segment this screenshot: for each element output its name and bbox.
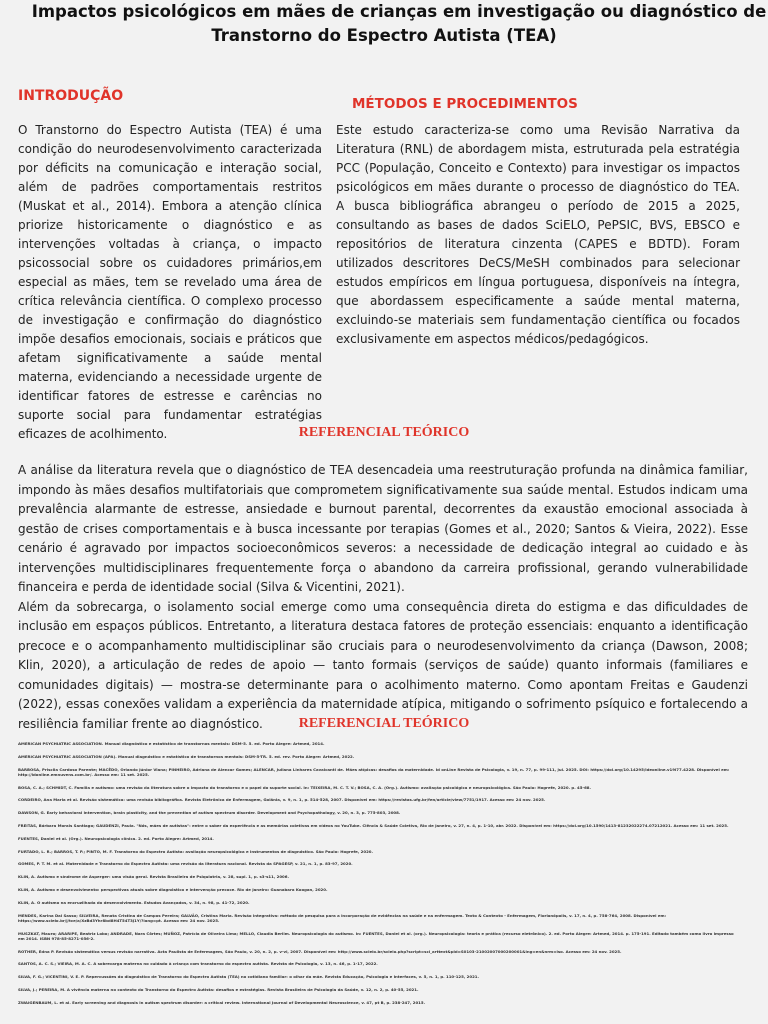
referencial-heading: REFERENCIAL TEÓRICO [298,425,470,440]
reference-item: FURTADO, L. R.; BARROS, T. P.; PINTO, M. F. Transtorno do Espectro Autista: avaliação neuropsicológica e instrumentos de diagnóstico. São Paulo: Hogrefe, 2020. [18,848,373,854]
reference-item: SILVA, F. G.; VICENTINI, V. E. P. Repercussões do diagnóstico de Transtorno do Espectro Autista (TEA) no cotidiano familiar: o olhar da mãe. Revista Educação, Psicologia e Interfaces, v. 5, n. 1, p. 110-125, 2021. [18,974,479,980]
title-line-2: Transtorno do Espectro Autista (TEA) [211,26,557,45]
poster-title [0,0,768,48]
introducao-heading: INTRODUÇÃO [18,88,124,104]
reference-item: KLIN, A. Autismo e síndrome de Asperger: uma visão geral. Revista Brasileira de Psiquiatria, v. 28, supl. 1, p. s3-s11, 2006. [18,874,289,880]
referencial-paragraph-1: A análise da literatura revela que o diagnóstico de TEA desencadeia uma reestruturação profunda na dinâmica familiar, impondo às mães desafios multifatoriais que comprometem significativamente sua saúde mental. Estudos indicam uma prevalência alarmante de estresse, ansiedade e burnout parental, decorrentes da exaustão emocional associada à gestão de crises comportamentais e à busca incessante por terapias (Gomes et al., 2020; Santos & Vieira, 2022). Esse cenário é agravado por impactos socioeconômicos severos: a necessidade de dedicação integral ao cuidado e às intervenções multidisciplinares frequentemente força o abandono da carreira profissional, gerando vulnerabilidade financeira e perda de identidade social (Silva & Vicentini, 2021). [18,463,748,594]
reference-item: BOSA, C. A.; SCHMIDT, C. Família e autismo: uma revisão da literatura sobre o impacto do transtorno e o papel do suporte social. In: TEIXEIRA, M. C. T. V.; BOSA, C. A. (Org.). Autismo: avaliação psicológica e neuropsicológica. São Paulo: Hogrefe, 2020. p. 45-68. [18,784,591,790]
reference-item: CORDEIRO, Ana Maria et al. Revisão sistemática: uma revisão bibliográfica. Revista Eletrônica de Enfermagem, Goiânia, v. 9, n. 1, p. 514-528, 2007. Disponível em: https://revistas.ufg.br/fen/article/view/7751/1917. Acesso em: 24 nov. 2025. [18,797,546,803]
reference-item: AMERICAN PSYCHIATRIC ASSOCIATION (APA). Manual diagnóstico e estatístico de transtornos mentais: DSM-5-TR. 5. ed. rev. Porto Alegre: Artmed, 2022. [18,753,355,759]
reference-item: AMERICAN PSYCHIATRIC ASSOCIATION. Manual diagnóstico e estatístico de transtornos mentais: DSM-5. 5. ed. Porto Alegre: Artmed, 2014. [18,741,325,746]
reference-item: GOMES, P. T. M. et al. Maternidade e Transtorno do Espectro Autista: uma revisão da literatura nacional. Revista da SPAGESP, v. 21, n. 1, p. 83-97, 2020. [18,861,353,867]
references-list [18,741,736,1013]
reference-item: FUENTES, Daniel et al. (Org.). Neuropsicologia clínica. 2. ed. Porto Alegre: Artmed, 2014. [18,835,214,841]
metodos-text: Este estudo caracteriza-se como uma Revisão Narrativa da Literatura (RNL) de abordagem mista, estruturada pela estratégia PCC (População, Conceito e Contexto) para investigar os impactos psicológicos em mães durante o processo de diagnóstico do TEA. A busca bibliográfica abrangeu o período de 2015 a 2025, consultando as bases de dados SciELO, PePSIC, BVS, EBSCO e repositórios de literatura cinzenta (CAPES e BDTD). Foram utilizados descritores DeCS/MeSH combinados para selecionar estudos empíricos em língua portuguesa, disponíveis na íntegra, que abordassem especificamente a saúde mental materna, excluindo-se materiais sem fundamentação científica ou focados exclusivamente em aspectos médicos/pedagógicos. [336,123,740,346]
reference-item: MENDES, Karina Dal Sasso; SILVEIRA, Renata Cristina de Campos Pereira; GALVÃO, Cristina Maria. Revisão integrativa: método de pesquisa para a incorporação de evidências na saúde e na enfermagem. Texto & Contexto - Enfermagem, Florianópolis, v. 17, n. 4, p. 758-764, 2008. Disponível em: https://www.scielo.br/j/tce/a/XzBd3Yhr8bd8H4T54T3j1Y/?lang=pt. Acesso em: 24 nov. 2025. [18,912,667,923]
introducao-text: O Transtorno do Espectro Autista (TEA) é uma condição do neurodesenvolvimento caracterizada por déficits na comunicação e interação social, além de padrões comportamentais restritos (Muskat et al., 2014). Embora a atenção clínica priorize historicamente o diagnóstico e as intervenções voltadas à criança, o impacto psicossocial sobre os cuidadores primários,em especial as mães, tem se revelado uma área de crítica relevância científica. O complexo processo de investigação e confirmação do diagnóstico impõe desafios emocionais, sociais e práticos que afetam significativamente a saúde mental materna, evidenciando a necessidade urgente de identificar fatores de estresse e carências no suporte social para fundamentar estratégias eficazes de acolhimento. [18,123,322,441]
referencial-paragraph-2: Além da sobrecarga, o isolamento social emerge como uma consequência direta do estigma e das dificuldades de inclusão em espaços públicos. Entretanto, a literatura destaca fatores de proteção essenciais: enquanto a identificação precoce e o acompanhamento multidisciplinar são cruciais para o neurodesenvolvimento da criança (Dawson, 2008; Klin, 2020), a articulação de redes de apoio — tanto formais (serviços de saúde) quanto informais (familiares e comunidades digitais) — mostra-se determinante para o acolhimento materno. Como apontam Freitas e Gaudenzi (2022), essas conexões validam a experiência da maternidade atípica, mitigando o sofrimento psíquico e fortalecendo a resiliência familiar frente ao diagnóstico. [18,599,748,731]
reference-item: BARBOSA, Priscila Cardoso Parente; MACÊDO, Orlando Júnior Viana; PINHEIRO, Adriana de Alencar Gomes; ALENCAR, Juliana Linhares Cavalcanti de. Mães atípicas: desafios da maternidade. Id onLine Revista de Psicologia, v. 19, n. 77, p. 99-111, jul. 2025. DOI: https://doi.org/10.14295/ideonline.v19i77.4228. Disponível em: http://idonline.emnuvens.com.br/. Acesso em: 11 set. 2025. [18,766,730,777]
reference-item: KLIN, A. Autismo e desenvolvimento: perspectivas atuais sobre diagnóstico e intervenção precoce. Rio de Janeiro: Guanabara Koogan, 2020. [18,886,328,892]
reference-item: MUSZKAT, Mauro; ARARIPE, Beatriz Lobo; ANDRADE, Nara Côrtes; MUÑOZ, Patrícia de Oliveira Lima; MELLO, Claudia Berlim. Neuropsicologia do autismo. In: FUENTES, Daniel et al. (org.). Neuropsicologia: teoria e prática (recurso eletrônico). 2. ed. Porto Alegre: Artmed, 2014. p. 175-191. Editado também como livro impresso em 2014. ISBN 978-85-8271-056-2. [18,930,734,941]
title-line-1: Impactos psicológicos em mães de crianças em investigação ou diagnóstico de [31,2,767,21]
referencias-heading: REFERENCIAL TEÓRICO [298,716,470,731]
reference-item: SANTOS, A. C. S.; VIEIRA, M. A. C. A sobrecarga materna no cuidado à criança com transtorno do espectro autista. Revista de Psicologia, v. 13, n. 46, p. 1-17, 2022. [18,961,378,967]
referencial-text [18,461,748,734]
reference-item: ROTHER, Edna P. Revisão sistemática versus revisão narrativa. Acta Paulista de Enfermagem, São Paulo, v. 20, n. 2, p. v-vi, 2007. Disponível em: http://www.scielo.br/scielo.php?script=sci_arttext&pid=S0103-21002007000200001&lng=en&nrm=iso. Acesso em: 24 nov. 2025. [18,948,622,954]
reference-item: KLIN, A. O autismo na encruzilhada do desenvolvimento. Estudos Avançados, v. 34, n. 98, p. 41-72, 2020. [18,899,250,905]
reference-item: SILVA, J.; PEREIRA, M. A vivência materna no contexto do Transtorno do Espectro Autista: desafios e estratégias. Revista Brasileira de Psicologia da Saúde, v. 12, n. 2, p. 40-55, 2021. [18,986,419,992]
metodos-heading: MÉTODOS E PROCEDIMENTOS [352,96,578,112]
reference-item: DAWSON, G. Early behavioral intervention, brain plasticity, and the prevention of autism spectrum disorder. Development and Psychopathology, v. 20, n. 3, p. 775-803, 2008. [18,810,401,816]
reference-item: FREITAS, Bárbara Morais Santiago; GAUDENZI, Paula. "Nós, mães de autistas": entre o saber da experiência e as memórias coletivas em vídeos no YouTube. Ciência & Saúde Coletiva, Rio de Janeiro, v. 27, n. 4, p. 1-10, abr. 2022. Disponível em: https://doi.org/10.1590/1413-81232022274.07212021. Acesso em: 11 set. 2025. [18,822,729,828]
reference-item: ZWAIGENBAUM, L. et al. Early screening and diagnosis in autism spectrum disorder: a critical review. International Journal of Developmental Neuroscience, v. 47, pt B, p. 238-247, 2015. [18,999,426,1005]
